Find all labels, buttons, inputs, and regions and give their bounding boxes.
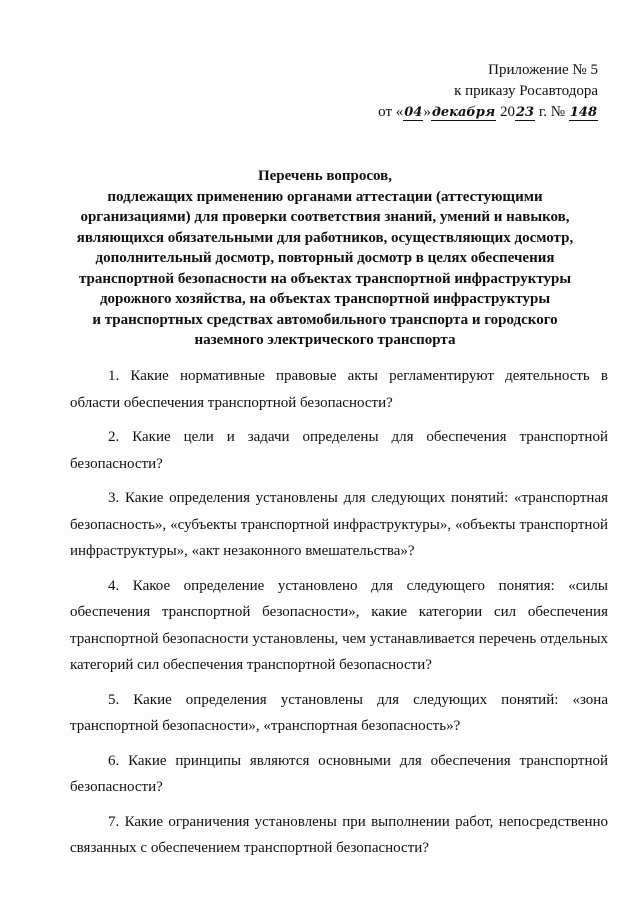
date-day-handwritten: 04 xyxy=(404,105,423,120)
title-line: транспортной безопасности на объектах транспортной инфраструктуры xyxy=(78,270,572,287)
title-line: Перечень вопросов, xyxy=(257,168,392,184)
title-line: являющихся обязательными для работников, осуществляющих досмотр, xyxy=(76,229,574,246)
question-item: 5. Какие определения установлены для следующих понятий: «зона транспортной безопасности», «транспортная безопасность»? xyxy=(70,691,608,734)
question-item: 3. Какие определения установлены для следующих понятий: «транспортная безопасность», «субъекты транспортной инфраструктуры», «объекты транспортной инфраструктуры», «акт незаконного вмешательства»? xyxy=(70,490,608,559)
title-line: дорожного хозяйства, на объектах транспортной инфраструктуры xyxy=(99,291,551,307)
appendix-label: Приложение № 5 xyxy=(488,62,598,78)
question-item: 2. Какие цели и задачи определены для обеспечения транспортной безопасности? xyxy=(70,429,608,472)
date-year-prefix: 20 xyxy=(499,104,515,120)
question-item: 4. Какое определение установлено для следующего понятия: «силы обеспечения транспортной безопасности», какие категории сил обеспечения транспортной безопасности установлены, чем устанавливается перечень отдельных категорий сил обеспечения транспортной безопасности? xyxy=(70,577,608,673)
date-year-handwritten: 23 xyxy=(515,105,535,120)
date-prefix: от « xyxy=(378,104,404,120)
date-month-handwritten: декабря xyxy=(431,105,496,120)
title-line: наземного электрического транспорта xyxy=(194,332,456,348)
document-header xyxy=(378,60,598,123)
order-label: к приказу Росавтодора xyxy=(454,83,598,99)
order-date-line xyxy=(378,102,598,123)
question-item: 1. Какие нормативные правовые акты регламентируют деятельность в области обеспечения транспортной безопасности? xyxy=(70,368,608,411)
title-line: и транспортных средствах автомобильного транспорта и городского xyxy=(92,311,558,328)
title-line: дополнительный досмотр, повторный досмотр в целях обеспечения xyxy=(95,250,555,266)
document-title xyxy=(60,166,590,351)
date-num-prefix: г. № xyxy=(538,104,566,120)
questions-list xyxy=(70,363,608,870)
order-number-handwritten: 148 xyxy=(569,105,597,120)
question-item: 6. Какие принципы являются основными для обеспечения транспортной безопасности? xyxy=(70,752,608,795)
title-line: организациями) для проверки соответствия знаний, умений и навыков, xyxy=(80,209,570,225)
title-line: подлежащих применению органами аттестации (аттестующими xyxy=(107,188,543,205)
date-mid: » xyxy=(423,104,431,120)
question-item: 7. Какие ограничения установлены при выполнении работ, непосредственно связанных с обеспечением транспортной безопасности? xyxy=(70,813,608,856)
